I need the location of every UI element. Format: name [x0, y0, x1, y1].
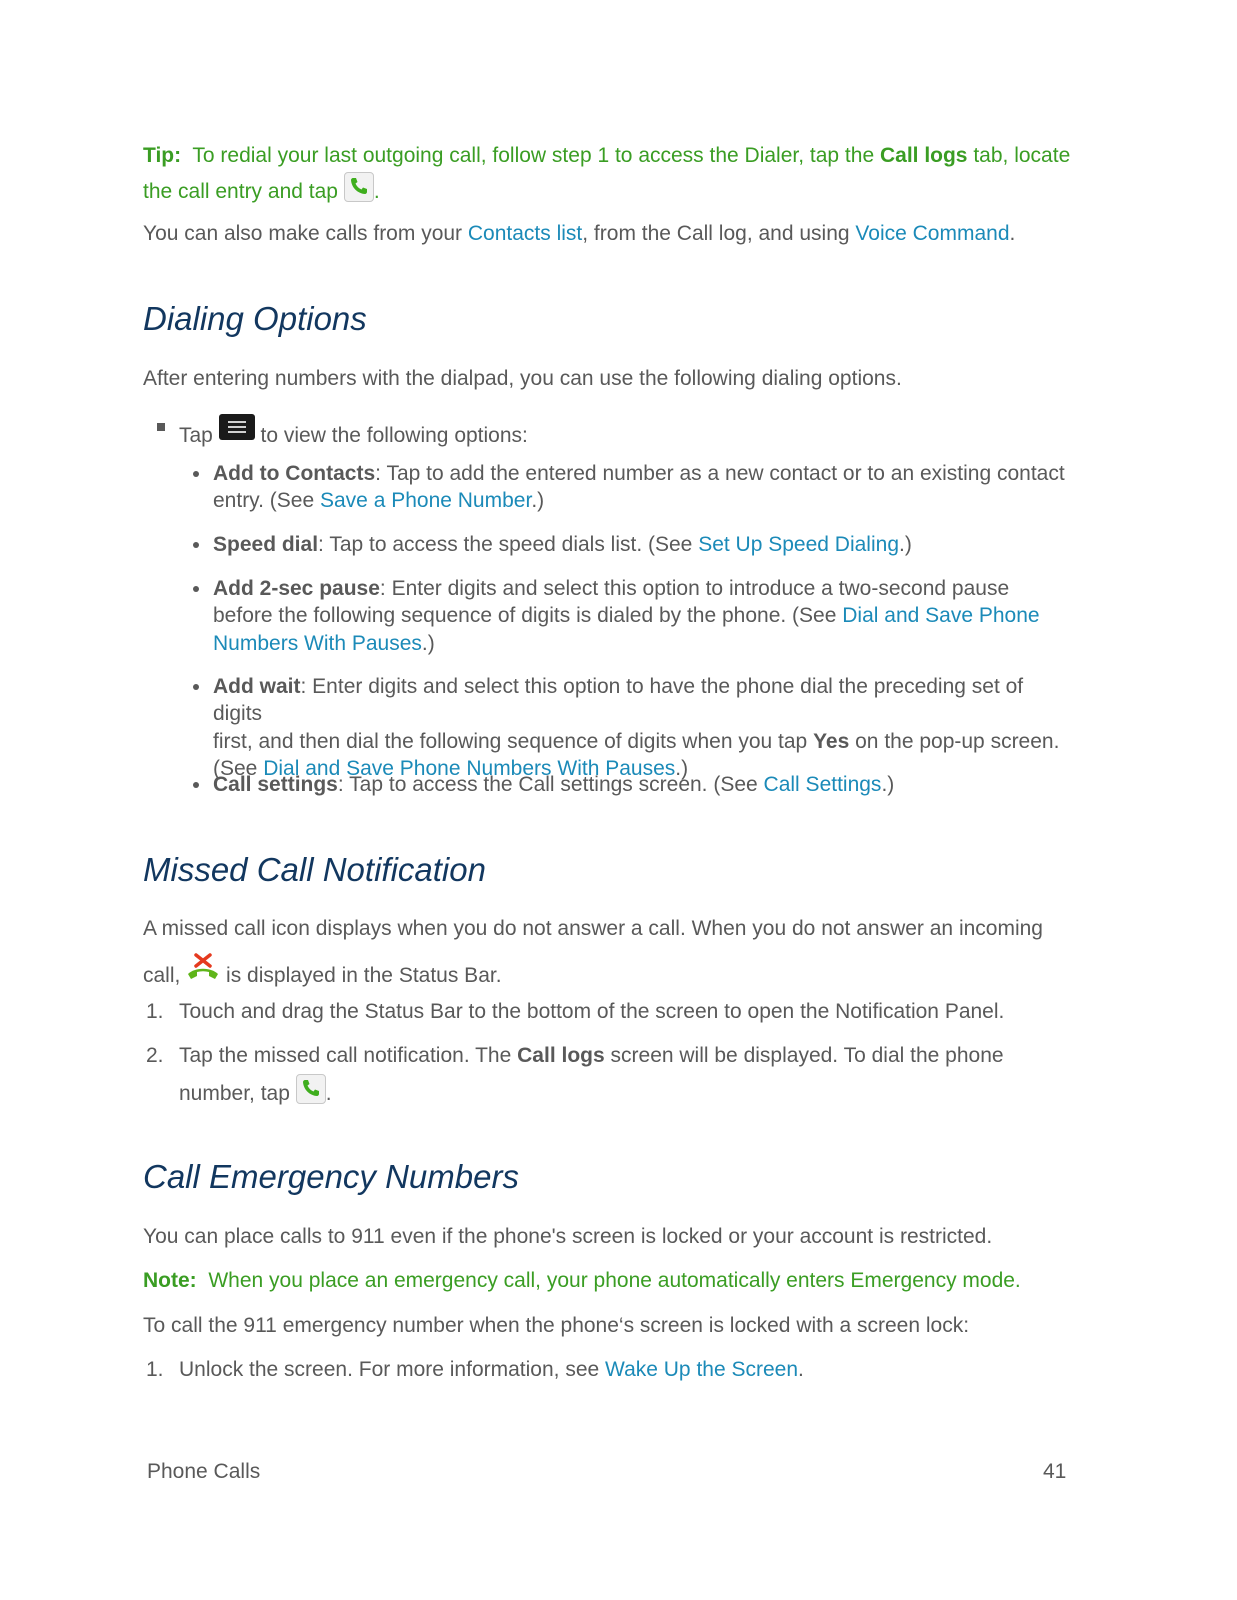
bullet-dot — [193, 782, 199, 788]
tip-text: tab, locate — [973, 144, 1071, 167]
tip-text: To redial your last outgoing call, follow step 1 to access the Dialer, tap the — [192, 144, 875, 167]
step-text: . — [325, 1082, 332, 1105]
option-text: : Tap to add the entered number as a new contact or to an existing contact — [375, 462, 1065, 485]
dialing-options-heading: Dialing Options — [143, 300, 367, 337]
tip-label: Tip: — [143, 144, 182, 167]
tip-text: the call entry and tap — [143, 180, 338, 203]
step-number: 2. — [146, 1044, 164, 1067]
option-call-settings — [213, 771, 1073, 798]
missed-call-heading: Missed Call Notification — [143, 851, 486, 888]
option-text: before the following sequence of digits is dialed by the phone. (See — [213, 604, 837, 628]
save-phone-number-link[interactable]: Save a Phone Number — [320, 489, 532, 513]
bullet-square — [157, 423, 165, 431]
option-text: first, and then dial the following sequence of digits when you tap — [213, 729, 808, 753]
option-text: (See — [213, 756, 258, 780]
option-text: .) — [531, 489, 545, 513]
intro-text: , from the Call log, and using — [582, 222, 850, 245]
emergency-paragraph-2: To call the 911 emergency number when the phone‘s screen is locked with a screen lock: — [143, 1314, 970, 1337]
step-text: number, tap — [179, 1082, 290, 1105]
bullet-dot — [193, 471, 199, 477]
option-speed-dial — [213, 531, 1073, 558]
wake-up-screen-link[interactable]: Wake Up the Screen — [605, 1358, 799, 1381]
option-add-pause — [213, 575, 1073, 657]
dial-save-pauses-link[interactable]: Numbers With Pauses — [213, 631, 422, 655]
option-text: : Tap to access the Call settings screen. (See — [337, 773, 758, 796]
option-text: .) — [899, 533, 912, 556]
voice-command-link[interactable]: Voice Command — [855, 222, 1010, 245]
option-text: .) — [421, 631, 435, 655]
phone-call-icon — [296, 1074, 326, 1104]
menu-bullet — [143, 414, 1073, 449]
tip-bold: Call logs — [879, 144, 968, 167]
bullet-dot — [193, 586, 199, 592]
option-text: .) — [675, 756, 689, 780]
call-settings-link[interactable]: Call Settings — [763, 773, 882, 796]
step-number: 1. — [146, 1000, 164, 1023]
bullet-dot — [193, 542, 199, 548]
intro-paragraph — [143, 220, 1073, 247]
dial-save-pauses-link[interactable]: Dial and Save Phone Numbers With Pauses — [263, 756, 676, 780]
emergency-heading: Call Emergency Numbers — [143, 1158, 519, 1195]
step-text: screen will be displayed. To dial the phone — [610, 1044, 1004, 1067]
option-text: entry. (See — [213, 489, 315, 513]
tip-paragraph — [143, 142, 1073, 169]
footer-page-number: 41 — [1043, 1460, 1067, 1483]
option-bold: Speed dial — [213, 533, 319, 556]
missed-call-paragraph-line2 — [143, 952, 1073, 989]
dial-save-pauses-link[interactable]: Dial and Save Phone — [842, 604, 1040, 628]
option-text: : Enter digits and select this option to introduce a two-second pause — [379, 577, 1010, 600]
bullet-text: Tap — [179, 424, 213, 447]
step-text: . — [798, 1358, 804, 1381]
option-bold: Yes — [813, 729, 850, 753]
phone-call-icon — [344, 172, 374, 202]
step-number: 1. — [146, 1358, 164, 1381]
set-up-speed-dialing-link[interactable]: Set Up Speed Dialing — [698, 533, 899, 556]
footer-section-title: Phone Calls — [147, 1460, 261, 1483]
option-add-to-contacts — [213, 460, 1073, 515]
missed-text: call, — [143, 964, 181, 987]
option-text: on the pop-up screen. — [855, 729, 1060, 753]
tip-paragraph-line2 — [143, 172, 1073, 205]
emergency-step-1 — [143, 1356, 1073, 1383]
option-text: : Enter digits and select this option to have the phone dial the preceding set of digits — [213, 675, 1024, 726]
option-bold: Add wait — [213, 675, 301, 698]
bullet-text: to view the following options: — [260, 424, 528, 447]
menu-icon — [219, 414, 255, 440]
dialing-options-paragraph: After entering numbers with the dialpad, you can use the following dialing options. — [143, 367, 902, 390]
missed-call-paragraph: A missed call icon displays when you do not answer a call. When you do not answer an incoming — [143, 917, 1043, 940]
bullet-dot — [193, 684, 199, 690]
missed-step-2-line2 — [179, 1074, 1073, 1107]
note-paragraph — [143, 1267, 1073, 1294]
emergency-paragraph: You can place calls to 911 even if the phone's screen is locked or your account is restricted. — [143, 1225, 993, 1248]
missed-text: is displayed in the Status Bar. — [226, 964, 502, 987]
step-text: Tap the missed call notification. The — [179, 1044, 512, 1067]
option-text: : Tap to access the speed dials list. (See — [318, 533, 693, 556]
option-text: .) — [881, 773, 895, 796]
note-text: When you place an emergency call, your phone automatically enters Emergency mode. — [208, 1269, 1021, 1292]
intro-text: You can also make calls from your — [143, 222, 463, 245]
option-bold: Add to Contacts — [213, 462, 376, 485]
missed-step-1 — [143, 998, 1073, 1025]
intro-text: . — [1009, 222, 1016, 245]
option-add-wait — [213, 673, 1073, 782]
option-bold: Add 2-sec pause — [213, 577, 380, 600]
missed-step-2 — [143, 1042, 1073, 1069]
step-bold: Call logs — [517, 1044, 605, 1067]
missed-call-icon — [186, 952, 220, 984]
step-text: Touch and drag the Status Bar to the bottom of the screen to open the Notification Panel. — [179, 1000, 1005, 1023]
option-bold: Call settings — [213, 773, 338, 796]
note-label: Note: — [143, 1269, 197, 1292]
step-text: Unlock the screen. For more information, see — [179, 1358, 600, 1381]
tip-text: . — [373, 180, 380, 203]
contacts-list-link[interactable]: Contacts list — [467, 222, 583, 245]
